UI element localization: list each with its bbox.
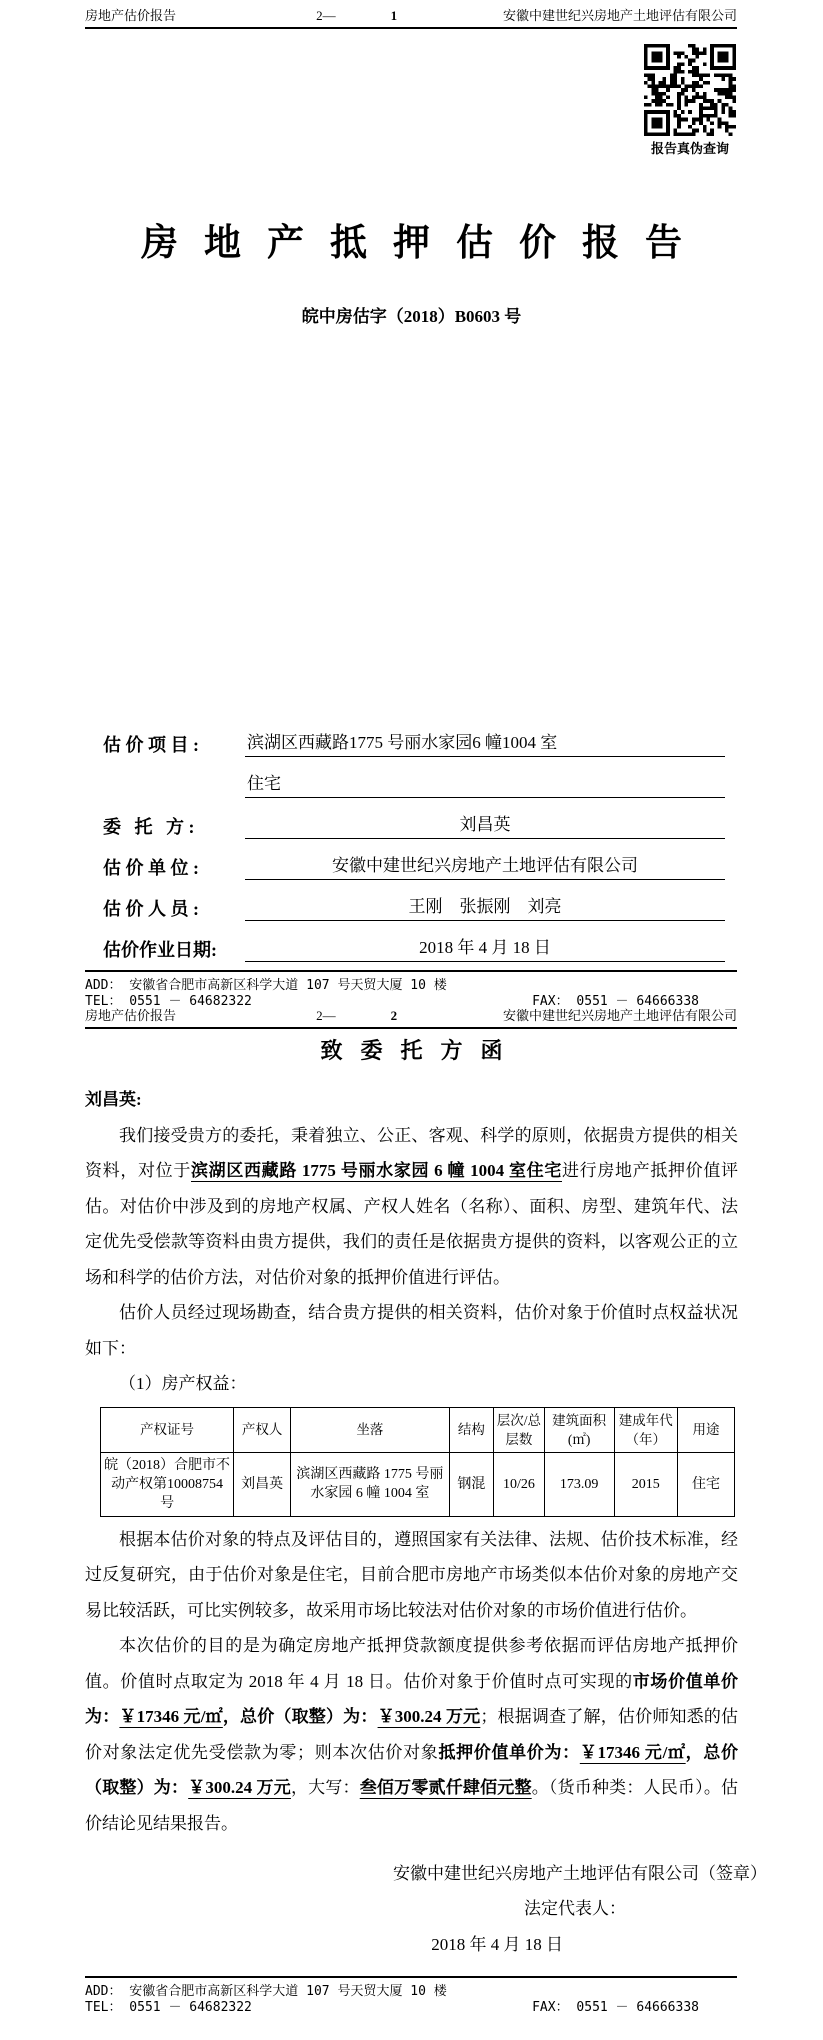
text-segment: 总价（取整）为： bbox=[240, 1707, 378, 1726]
letter-salutation: 刘昌英: bbox=[85, 1090, 142, 1109]
page1-header-page-number: 1 bbox=[390, 8, 398, 23]
text-segment: ￥300.24 万元 bbox=[188, 1778, 291, 1797]
field-agency-value: 安徽中建世纪兴房地产土地评估有限公司 bbox=[245, 853, 725, 880]
qr-block bbox=[643, 44, 737, 157]
letter-paragraph-3: 根据本估价对象的特点及评估目的，遵照国家有关法律、法规、估价技术标准，经过反复研究，由于估价对象是住宅，目前合肥市房地产市场类似本估价对象的房地产交易比较活跃，可比实例较多，故采用市场比较法对估价对象的市场价值进行估价。 bbox=[85, 1529, 738, 1620]
field-work-date-label: 估价作业日期: bbox=[103, 940, 217, 960]
page1-footer bbox=[85, 970, 737, 1010]
page2-footer-address: ADD： 安徽省合肥市高新区科学大道 107 号天贸大厦 10 楼 bbox=[85, 1984, 447, 1999]
text-segment: 。（货币种类：人民币）。估价结论见结果报告。 bbox=[85, 1778, 739, 1833]
page1-footer-tel: TEL： 0551 － 64682322 bbox=[85, 994, 252, 1009]
letter-body bbox=[85, 1082, 767, 1963]
text-segment: 叁佰万零贰仟肆佰元整 bbox=[359, 1778, 532, 1797]
page2-header bbox=[85, 1008, 737, 1029]
text-segment: 市场价值单价为： bbox=[85, 1671, 739, 1726]
col-floor: 层次/总层数 bbox=[494, 1407, 545, 1452]
page2-header-page-sep: 2— bbox=[316, 1008, 336, 1023]
field-client-label: 委 托 方 : bbox=[103, 817, 195, 837]
qr-code-image bbox=[644, 44, 736, 136]
letter-paragraph-4 bbox=[85, 1628, 738, 1841]
field-work-date-value: 2018 年 4 月 18 日 bbox=[245, 935, 725, 962]
text-segment: 抵押价值单价为： bbox=[438, 1742, 580, 1762]
page2-footer bbox=[85, 1976, 737, 2016]
field-project-line2 bbox=[103, 757, 725, 798]
page1-header-title: 房地产估价报告 bbox=[85, 8, 177, 23]
report-title: 房地产抵押估价报告 bbox=[141, 223, 708, 264]
page1-header-page-sep: 2— bbox=[316, 8, 336, 23]
page2-header-page-number: 2 bbox=[390, 1008, 398, 1023]
ownership-table bbox=[100, 1407, 735, 1517]
cell-usage: 住宅 bbox=[677, 1452, 734, 1516]
text-segment: ￥17346 元/㎡ bbox=[579, 1742, 686, 1762]
cell-structure: 钢混 bbox=[449, 1452, 493, 1516]
col-owner: 产权人 bbox=[234, 1407, 291, 1452]
text-segment: ，大写： bbox=[290, 1778, 360, 1797]
cell-year-built: 2015 bbox=[614, 1452, 677, 1516]
text-segment: ， bbox=[222, 1707, 241, 1726]
col-usage: 用途 bbox=[677, 1407, 734, 1452]
page2-header-company: 安徽中建世纪兴房地产土地评估有限公司 bbox=[502, 1008, 737, 1023]
text-segment: ￥17346 元/㎡ bbox=[119, 1707, 223, 1726]
page2-header-title: 房地产估价报告 bbox=[85, 1008, 177, 1023]
text-segment: 本次估价的目的是为确定房地产抵押贷款额度提供参考依据而评估房地产抵押价值。价值时点取定为 2018 年 4 月 18 日。估价对象于价值时点可实现的 bbox=[85, 1636, 738, 1691]
signature-legal-representative: 法定代表人： bbox=[524, 1899, 626, 1918]
page1-header-company: 安徽中建世纪兴房地产土地评估有限公司 bbox=[502, 8, 737, 23]
cell-location: 滨湖区西藏路 1775 号丽水家园 6 幢 1004 室 bbox=[291, 1452, 450, 1516]
page2-footer-tel: TEL： 0551 － 64682322 bbox=[85, 2000, 252, 2015]
cell-cert-number: 皖（2018）合肥市不动产权第10008754 号 bbox=[101, 1452, 234, 1516]
text-segment: ；根据调查了解，估价师知悉的估价对象法定优先受偿款为零；则本次估价对象 bbox=[85, 1707, 739, 1762]
letter-item-property-rights: （1）房产权益： bbox=[119, 1374, 247, 1393]
page1-header bbox=[85, 8, 737, 29]
text-segment: 进行房地产抵押价值评估。对估价中涉及到的房地产权属、产权人姓名（名称）、面积、房型、建筑年代、法定优先受偿款等资料由贵方提供，我们的责任是依据贵方提供的资料，以客观公正的立场和科学的估价方法，对估价对象的抵押价值进行评估。 bbox=[85, 1161, 738, 1287]
field-appraisers-label: 估 价 人 员 : bbox=[103, 899, 199, 919]
field-client bbox=[103, 798, 725, 839]
letter-paragraph-1 bbox=[85, 1118, 738, 1296]
cell-area: 173.09 bbox=[544, 1452, 614, 1516]
signature-date: 2018 年 4 月 18 日 bbox=[431, 1935, 563, 1954]
page1-footer-fax: FAX： 0551 － 64666338 bbox=[532, 994, 699, 1009]
col-structure: 结构 bbox=[449, 1407, 493, 1452]
col-year-built: 建成年代（年） bbox=[614, 1407, 677, 1452]
field-work-date bbox=[103, 921, 725, 962]
cell-owner: 刘昌英 bbox=[234, 1452, 291, 1516]
field-project-value2: 住宅 bbox=[245, 771, 725, 798]
text-segment: ， bbox=[685, 1742, 704, 1762]
qr-caption: 报告真伪查询 bbox=[650, 141, 729, 156]
letter-paragraph-2: 估价人员经过现场勘查，结合贵方提供的相关资料，估价对象于价值时点权益状况如下： bbox=[85, 1303, 738, 1358]
page2-footer-fax: FAX： 0551 － 64666338 bbox=[532, 2000, 699, 2015]
text-segment: 我们接受贵方的委托，秉着独立、公正、客观、科学的原则，依据贵方提供的相关资料，对位于 bbox=[85, 1125, 738, 1180]
field-project-label: 估 价 项 目 : bbox=[103, 735, 199, 755]
field-agency-label: 估 价 单 位 : bbox=[103, 858, 199, 878]
field-agency bbox=[103, 839, 725, 880]
text-segment: ￥300.24 万元 bbox=[377, 1707, 481, 1726]
report-doc-number: 皖中房估字（2018）B0603 号 bbox=[301, 307, 522, 326]
field-project-value: 滨湖区西藏路1775 号丽水家园6 幢1004 室 bbox=[245, 730, 725, 757]
ownership-table-data-row bbox=[101, 1452, 735, 1516]
ownership-table-header-row bbox=[101, 1407, 735, 1452]
page1-footer-address: ADD： 安徽省合肥市高新区科学大道 107 号天贸大厦 10 楼 bbox=[85, 978, 447, 993]
col-cert-number: 产权证号 bbox=[101, 1407, 234, 1452]
col-location: 坐落 bbox=[291, 1407, 450, 1452]
signature-company: 安徽中建世纪兴房地产土地评估有限公司（签章） bbox=[393, 1864, 767, 1883]
letter-heading: 致委托方函 bbox=[320, 1038, 521, 1063]
cell-floor: 10/26 bbox=[494, 1452, 545, 1516]
field-appraisers bbox=[103, 880, 725, 921]
field-client-value: 刘昌英 bbox=[245, 812, 725, 839]
col-area: 建筑面积(㎡) bbox=[544, 1407, 614, 1452]
cover-form bbox=[103, 716, 725, 962]
field-appraisers-value: 王刚 张振刚 刘亮 bbox=[245, 894, 725, 921]
field-project bbox=[103, 716, 725, 757]
text-segment: 滨湖区西藏路 1775 号丽水家园 6 幢 1004 室住宅 bbox=[191, 1161, 562, 1180]
text-segment: 总价（取整）为： bbox=[85, 1742, 738, 1797]
